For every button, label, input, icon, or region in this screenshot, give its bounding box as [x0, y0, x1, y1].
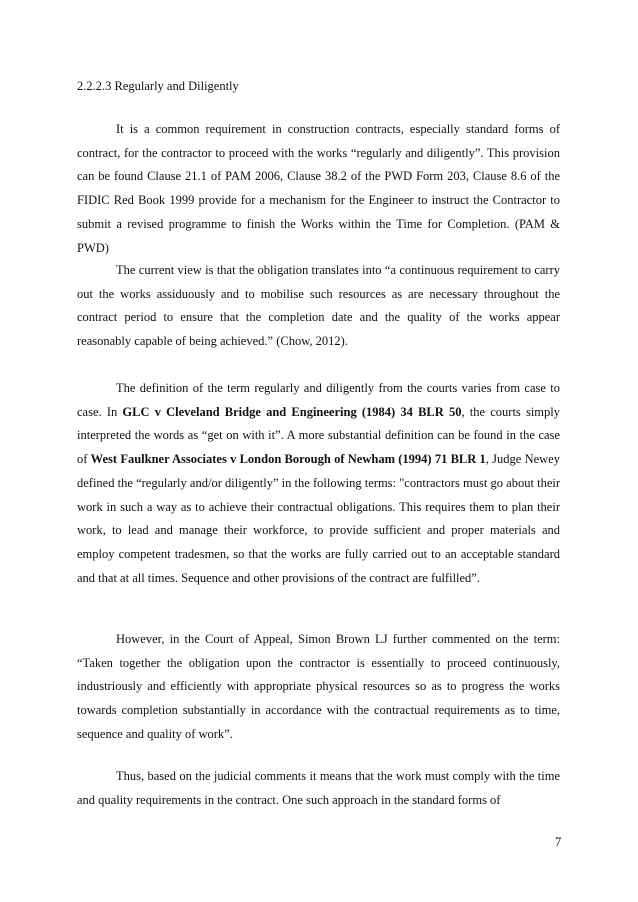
case-citation-west-faulkner: West Faulkner Associates v London Borough of Newham (1994) 71 BLR 1 [90, 452, 486, 467]
paragraph-2: The current view is that the obligation translates into “a continuous requirement to carry out the works assiduously and to mobilise such resources as are necessary throughout the contract period to ensure that the completion date and the quality of the works appear reasonably capable of being achieved.” (Chow, 2012). [77, 263, 560, 349]
paragraph-5: Thus, based on the judicial comments it means that the work must comply with the time and quality requirements in the contract. One such approach in the standard forms of [77, 769, 560, 807]
section-heading: 2.2.2.3 Regularly and Diligently [77, 79, 239, 93]
paragraph-3 [77, 377, 560, 590]
page-number: 7 [555, 835, 562, 849]
paragraph-3-text-c: , Judge Newey defined the “regularly and/or diligently” in the following terms: "contractors must go about their work in such a way as to achieve their contractual obligations. This requires them to plan their work, to lead and manage their workforce, to provide sufficient and proper materials and employ competent tradesmen, so that the works are fully carried out to an acceptable standard and that at all times. Sequence and other provisions of the contract are fulfilled”. [77, 452, 560, 585]
case-citation-glc: GLC v Cleveland Bridge and Engineering (1984) 34 BLR 50 [122, 404, 462, 419]
paragraph-4: However, in the Court of Appeal, Simon Brown LJ further commented on the term: “Taken together the obligation upon the contractor is essentially to proceed continuously, industriously and efficiently with appropriate physical resources so as to progress the works towards completion substantially in accordance with the contractual requirements as to time, sequence and quality of work”. [77, 632, 560, 741]
paragraph-3-text-b: , the courts simply interpreted the words as “get on with it”. A more substantial definition can be found in the case of [77, 404, 560, 467]
paragraph-3-text-a: The definition of the term regularly and diligently from the courts varies from case to case. In [77, 381, 560, 419]
paragraph-1: It is a common requirement in construction contracts, especially standard forms of contract, for the contractor to proceed with the works “regularly and diligently”. This provision can be found Clause 21.1 of PAM 2006, Clause 38.2 of the PWD Form 203, Clause 8.6 of the FIDIC Red Book 1999 provide for a mechanism for the Engineer to instruct the Contractor to submit a revised programme to finish the Works within the Time for Completion. (PAM & PWD) [77, 122, 560, 255]
